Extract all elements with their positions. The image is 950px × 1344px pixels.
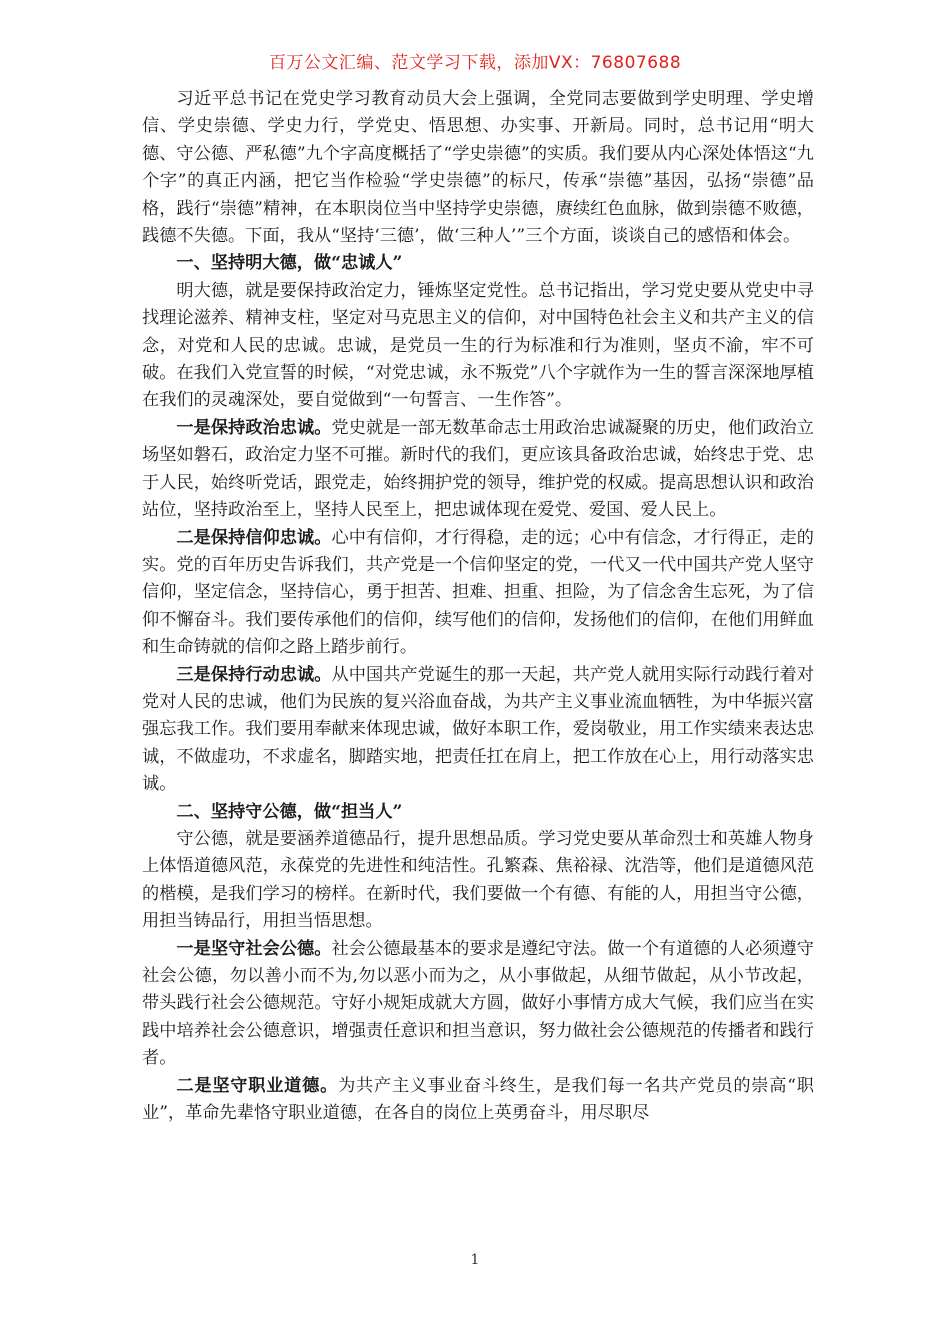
point-lead: 二是坚守职业道德。: [176, 1075, 339, 1096]
document-body: [142, 86, 814, 1127]
point-paragraph: [142, 1073, 814, 1128]
page-number: 1: [470, 1252, 480, 1268]
section-heading-1: 一、坚持明大德，做“忠诚人”: [176, 253, 403, 274]
point-paragraph: [142, 525, 814, 662]
point-text: 心中有信仰，才行得稳，走的远；心中有信念，才行得正，走的实。党的百年历史告诉我们，共产党是一个信仰坚定的党，一代又一代中国共产党人坚守信仰，坚定信念，坚持信心，勇于担苦、担难、担重、担险，为了信念舍生忘死，为了信仰不懈奋斗。我们要传承他们的信仰，续写他们的信仰，发扬他们的信仰，在他们用鲜血和生命铸就的信仰之路上踏步前行。: [142, 527, 814, 658]
point-lead: 一是坚守社会公德。: [176, 938, 332, 959]
point-lead: 一是保持政治忠诚。: [176, 417, 332, 438]
point-text: 党史就是一部无数革命志士用政治忠诚凝聚的历史，他们政治立场坚如磐石，政治定力坚不可摧。新时代的我们，更应该具备政治忠诚，始终忠于党、忠于人民，始终听党话，跟党走，始终拥护党的领导，维护党的权威。提高思想认识和政治站位，坚持政治至上，坚持人民至上，把忠诚体现在爱党、爱国、爱人民上。: [142, 417, 814, 521]
point-lead: 三是保持行动忠诚。: [176, 664, 332, 685]
watermark-header: 百万公文汇编、范文学习下载，添加VX：76807688: [268, 53, 682, 73]
section-2-paragraph: 守公德，就是要涵养道德品行，提升思想品质。学习党史要从革命烈士和英雄人物身上体悟道德风范，永葆党的先进性和纯洁性。孔繁森、焦裕禄、沈浩等，他们是道德风范的楷模，是我们学习的榜样。在新时代，我们要做一个有德、有能的人，用担当守公德，用担当铸品行，用担当悟思想。: [142, 828, 814, 932]
point-lead: 二是保持信仰忠诚。: [176, 527, 332, 548]
point-text: 为共产主义事业奋斗终生，是我们每一名共产党员的崇高“职业”，革命先辈恪守职业道德，在各自的岗位上英勇奋斗，用尽职尽: [142, 1075, 814, 1124]
point-paragraph: [142, 936, 814, 1073]
point-text: 从中国共产党诞生的那一天起，共产党人就用实际行动践行着对党对人民的忠诚，他们为民族的复兴浴血奋战，为共产主义事业流血牺牲，为中华振兴富强忘我工作。我们要用奉献来体现忠诚，做好本职工作，爱岗敬业，用工作实绩来表达忠诚，不做虚功，不求虚名，脚踏实地，把责任扛在肩上，把工作放在心上，用行动落实忠诚。: [142, 664, 814, 795]
point-paragraph: [142, 415, 814, 525]
intro-paragraph: 习近平总书记在党史学习教育动员大会上强调，全党同志要做到学史明理、学史增信、学史崇德、学史力行，学党史、悟思想、办实事、开新局。同时，总书记用“明大德、守公德、严私德”九个字高度概括了“学史崇德”的实质。我们要从内心深处体悟这“九个字”的真正内涵，把它当作检验“学史崇德”的标尺，传承“崇德”基因，弘扬“崇德”品格，践行“崇德”精神，在本职岗位当中坚持学史崇德，赓续红色血脉，做到崇德不败德，践德不失德。下面，我从“坚持‘三德’，做‘三种人’”三个方面，谈谈自己的感悟和体会。: [142, 89, 814, 247]
point-text: 社会公德最基本的要求是遵纪守法。做一个有道德的人必须遵守社会公德，勿以善小而不为,勿以恶小而为之，从小事做起，从细节做起，从小节改起，带头践行社会公德规范。守好小规矩成就大方圆，做好小事情方成大气候，我们应当在实践中培养社会公德意识，增强责任意识和担当意识，努力做社会公德规范的传播者和践行者。: [142, 938, 814, 1069]
point-paragraph: [142, 662, 814, 799]
section-heading-2: 二、坚持守公德，做“担当人”: [176, 801, 403, 822]
section-1-paragraph: 明大德，就是要保持政治定力，锤炼坚定党性。总书记指出，学习党史要从党史中寻找理论滋养、精神支柱，坚定对马克思主义的信仰，对中国特色社会主义和共产主义的信念，对党和人民的忠诚。忠诚，是党员一生的行为标准和行为准则，坚贞不渝，牢不可破。在我们入党宣誓的时候，“对党忠诚，永不叛党”八个字就作为一生的誓言深深地厚植在我们的灵魂深处，要自觉做到“一句誓言、一生作答”。: [142, 280, 814, 411]
